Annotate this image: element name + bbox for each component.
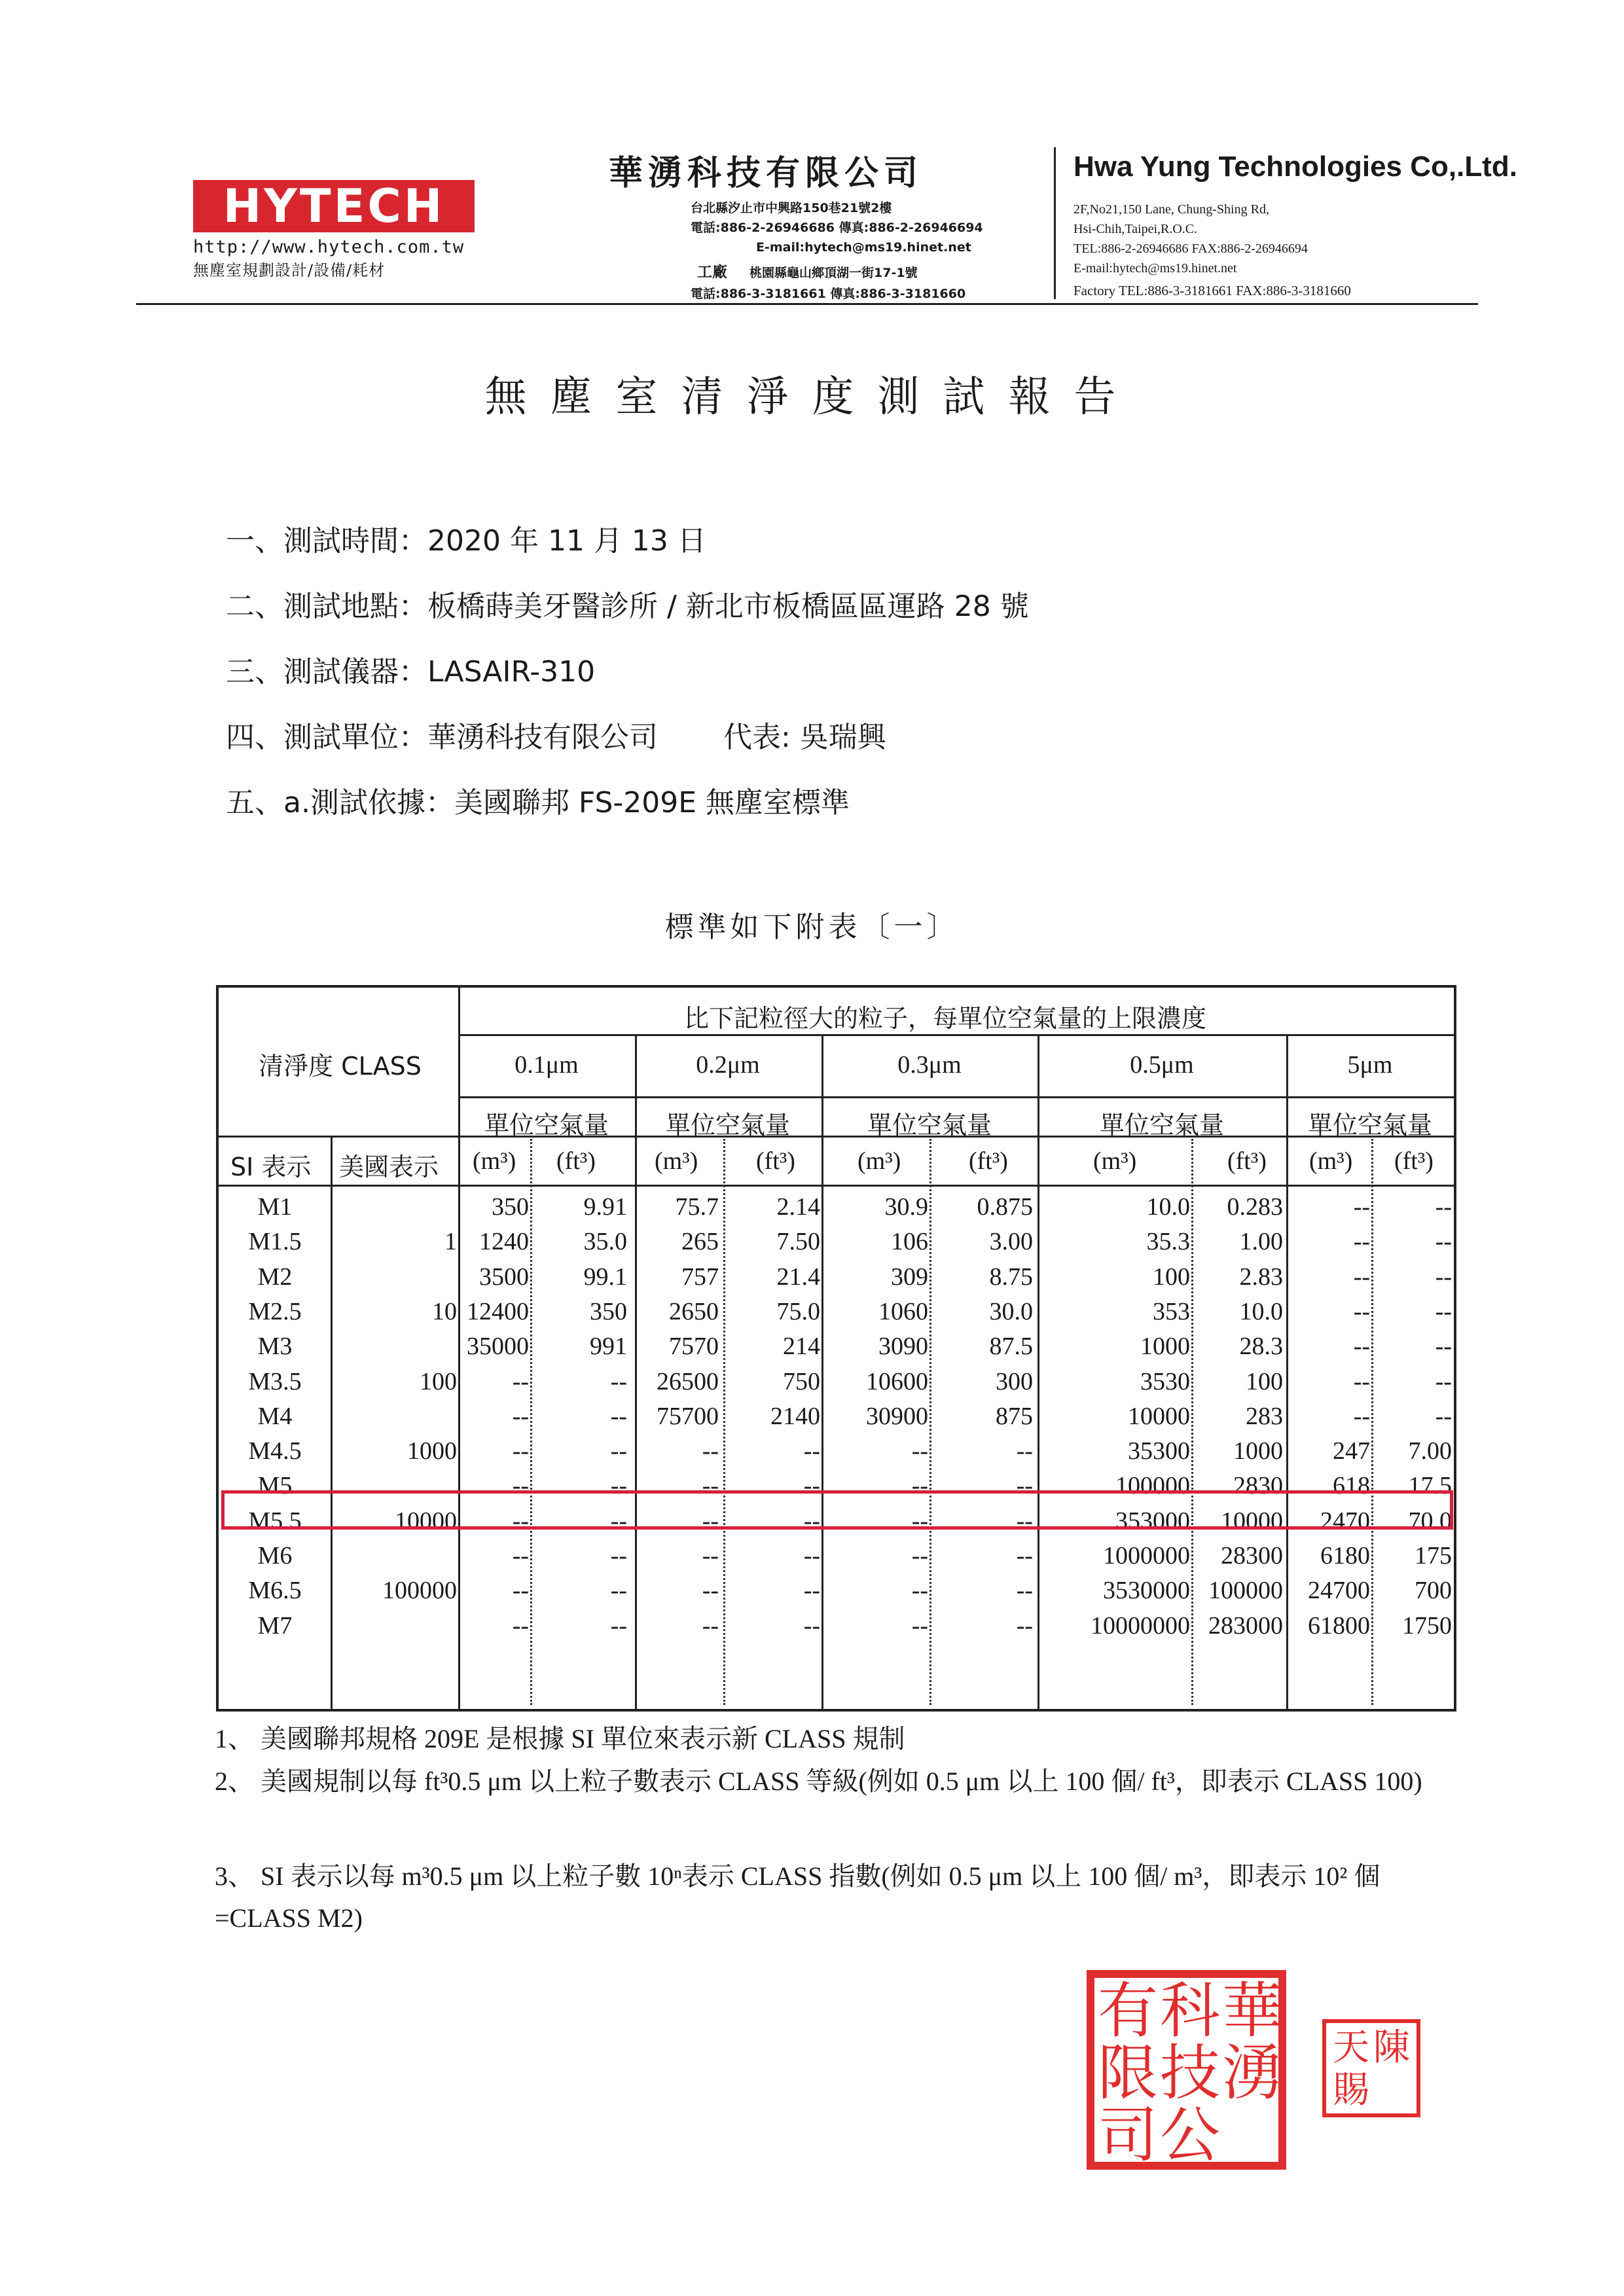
concentration-cell: --: [1435, 1297, 1452, 1325]
concentration-cell: --: [1016, 1577, 1033, 1605]
concentration-cell: 35300: [1128, 1437, 1190, 1465]
si-class-cell: M3.5: [248, 1367, 302, 1395]
si-class-cell: M3: [257, 1333, 293, 1361]
si-class-cell: M7: [257, 1611, 293, 1640]
concentration-cell: 30.0: [989, 1297, 1033, 1325]
unit-air-volume-header: 單位空氣量: [1099, 1111, 1224, 1139]
factory-phone: 電話:886-3-3181661 傳真:886-3-3181660: [691, 287, 966, 301]
concentration-cell: 247: [1333, 1437, 1370, 1465]
si-class-cell: M1.5: [248, 1228, 302, 1256]
table-vline: [1038, 1034, 1039, 1712]
particle-size-header: 0.1μm: [514, 1051, 579, 1079]
si-class-cell: M6: [257, 1542, 293, 1570]
concentration-cell: 309: [891, 1263, 928, 1291]
particle-size-header: 0.2μm: [696, 1051, 760, 1079]
concentration-cell: --: [512, 1577, 529, 1605]
concentration-cell: 750: [783, 1367, 820, 1395]
concentration-cell: --: [610, 1437, 627, 1465]
concentration-cell: --: [1353, 1402, 1370, 1430]
company-tagline: 無塵室規劃設計/設備/耗材: [193, 261, 386, 279]
factory-label: 工廠: [697, 264, 727, 281]
concentration-cell: 300: [996, 1367, 1033, 1395]
concentration-cell: --: [1353, 1193, 1370, 1221]
unit-ft3-header: (ft³): [1394, 1147, 1434, 1175]
concentration-cell: 2.14: [776, 1193, 820, 1221]
concentration-cell: --: [702, 1507, 719, 1535]
unit-ft3-header: (ft³): [756, 1147, 795, 1175]
concentration-cell: 214: [783, 1333, 820, 1361]
concentration-cell: 26500: [657, 1367, 719, 1395]
concentration-cell: --: [803, 1472, 820, 1500]
concentration-cell: 0.875: [977, 1193, 1033, 1221]
unit-m3-header: (m³): [655, 1147, 698, 1175]
concentration-cell: 0.283: [1227, 1193, 1283, 1221]
us-class-cell: 100000: [382, 1577, 457, 1605]
class-header: 清淨度 CLASS: [259, 1052, 422, 1081]
concentration-cell: 30.9: [884, 1193, 928, 1221]
particle-size-header: 0.5μm: [1130, 1051, 1194, 1079]
concentration-cell: 28300: [1221, 1542, 1283, 1570]
concentration-cell: 106: [891, 1228, 928, 1256]
concentration-cell: 1750: [1402, 1611, 1452, 1640]
field-test-location: 二、測試地點：板橋蒔美牙醫診所 / 新北市板橋區區運路 28 號: [226, 590, 1029, 623]
si-class-cell: M2: [257, 1263, 293, 1291]
header-divider: [1054, 147, 1056, 299]
concentration-cell: 8.75: [989, 1263, 1033, 1291]
unit-m3-header: (m³): [857, 1147, 901, 1175]
concentration-cell: 7.00: [1408, 1437, 1452, 1465]
company-url: http://www.hytech.com.tw: [193, 237, 465, 257]
field-test-instrument: 三、測試儀器：LASAIR-310: [226, 655, 596, 689]
concentration-cell: --: [702, 1611, 719, 1640]
concentration-cell: 100000: [1115, 1472, 1190, 1500]
concentration-cell: 757: [681, 1263, 719, 1291]
concentration-cell: 10000: [1128, 1402, 1190, 1430]
concentration-cell: --: [1435, 1228, 1452, 1256]
concentration-cell: 700: [1415, 1577, 1452, 1605]
field-test-basis: 五、a.測試依據：美國聯邦 FS-209E 無塵室標準: [226, 786, 850, 819]
concentration-cell: 2470: [1320, 1507, 1370, 1535]
concentration-cell: --: [512, 1472, 529, 1500]
concentration-cell: 21.4: [776, 1263, 820, 1291]
concentration-cell: 1240: [479, 1228, 529, 1256]
concentration-cell: 2.83: [1239, 1263, 1283, 1291]
concentration-cell: 75.0: [776, 1297, 820, 1325]
si-label-header: SI 表示: [230, 1153, 312, 1181]
si-class-cell: M4: [257, 1402, 293, 1430]
company-address-en: [1074, 200, 1308, 278]
concentration-cell: --: [512, 1367, 529, 1395]
concentration-cell: --: [610, 1367, 627, 1395]
particle-size-header: 5μm: [1347, 1051, 1393, 1079]
phone-line: 電話:886-2-26946686 傳真:886-2-26946694: [691, 221, 983, 235]
si-class-cell: M4.5: [248, 1437, 302, 1465]
concentration-cell: 283000: [1208, 1611, 1283, 1640]
representative: 代表: 吳瑞興: [723, 721, 886, 754]
particle-size-header: 0.3μm: [897, 1051, 962, 1079]
concentration-cell: 75700: [657, 1402, 719, 1430]
concentration-cell: 10000: [1221, 1507, 1283, 1535]
concentration-cell: 35000: [467, 1333, 529, 1361]
concentration-cell: 7570: [669, 1333, 719, 1361]
company-name-en: Hwa Yung Technologies Co,.Ltd.: [1074, 151, 1517, 183]
unit-air-volume-header: 單位空氣量: [867, 1111, 992, 1139]
concentration-cell: 353: [1153, 1297, 1190, 1325]
concentration-cell: 618: [1333, 1472, 1370, 1500]
concentration-cell: 3.00: [989, 1228, 1033, 1256]
concentration-cell: --: [702, 1437, 719, 1465]
concentration-cell: 265: [681, 1228, 719, 1256]
highlighted-row-frame: [221, 1490, 1453, 1530]
concentration-cell: --: [512, 1611, 529, 1640]
concentration-cell: --: [1435, 1263, 1452, 1291]
factory-address: 桃園縣龜山鄉頂湖一街17-1號: [749, 266, 918, 280]
table-hline: [219, 1185, 1454, 1187]
address-en-line-2: Hsi-Chih,Taipei,R.O.C.: [1074, 222, 1198, 236]
upper-limit-header: 比下記粒徑大的粒子，每單位空氣量的上限濃度: [684, 1004, 1207, 1033]
concentration-cell: --: [512, 1542, 529, 1570]
concentration-cell: 28.3: [1239, 1333, 1283, 1361]
concentration-cell: --: [1353, 1297, 1370, 1325]
concentration-cell: 61800: [1308, 1611, 1370, 1640]
table-hline: [219, 1136, 1454, 1138]
concentration-cell: 10000000: [1091, 1611, 1190, 1640]
concentration-cell: --: [911, 1437, 928, 1465]
concentration-cell: 1000: [1140, 1333, 1190, 1361]
concentration-cell: --: [702, 1542, 719, 1570]
personal-seal: 陳 天 賜: [1322, 2019, 1420, 2117]
concentration-cell: 87.5: [989, 1333, 1033, 1361]
unit-m3-header: (m³): [1093, 1147, 1137, 1175]
unit-air-volume-header: 單位空氣量: [484, 1111, 609, 1139]
concentration-cell: --: [1353, 1333, 1370, 1361]
factory-info-zh: [691, 262, 1047, 304]
phone-en-line: TEL:886-2-26946686 FAX:886-2-26946694: [1074, 242, 1308, 256]
report-title: 無塵室清淨度測試報告: [484, 373, 1140, 422]
concentration-cell: 3530: [1140, 1367, 1190, 1395]
concentration-cell: --: [512, 1507, 529, 1535]
us-class-cell: 10000: [395, 1507, 457, 1535]
us-class-cell: 100: [420, 1367, 457, 1395]
concentration-cell: --: [803, 1611, 820, 1640]
si-class-cell: M5: [257, 1472, 293, 1500]
concentration-cell: 1000: [1233, 1437, 1283, 1465]
concentration-cell: 1000000: [1103, 1542, 1190, 1570]
concentration-cell: 30900: [866, 1402, 928, 1430]
field-test-time: 一、測試時間：2020 年 11 月 13 日: [226, 524, 706, 558]
table-vline: [331, 1136, 333, 1712]
si-class-cell: M2.5: [248, 1297, 302, 1325]
concentration-cell: --: [610, 1472, 627, 1500]
concentration-cell: 75.7: [675, 1193, 719, 1221]
concentration-cell: --: [1435, 1193, 1452, 1221]
concentration-cell: --: [610, 1611, 627, 1640]
concentration-cell: 70.0: [1408, 1507, 1452, 1535]
concentration-cell: 35.3: [1146, 1228, 1190, 1256]
table-hline: [458, 1034, 1454, 1036]
si-class-cell: M6.5: [248, 1577, 302, 1605]
field-test-unit: [226, 713, 886, 755]
unit-ft3-header: (ft³): [969, 1147, 1008, 1175]
concentration-cell: --: [911, 1611, 928, 1640]
concentration-cell: 12400: [467, 1297, 529, 1325]
concentration-cell: --: [610, 1542, 627, 1570]
cleanliness-standard-table: [216, 985, 1456, 1712]
concentration-cell: --: [1353, 1263, 1370, 1291]
us-class-cell: 1000: [407, 1437, 457, 1465]
concentration-cell: --: [1016, 1507, 1033, 1535]
concentration-cell: 283: [1246, 1402, 1283, 1430]
concentration-cell: 353000: [1115, 1507, 1190, 1535]
table-hline: [458, 1096, 1454, 1098]
concentration-cell: --: [803, 1437, 820, 1465]
concentration-cell: --: [1353, 1228, 1370, 1256]
concentration-cell: 24700: [1308, 1577, 1370, 1605]
header-rule: [136, 303, 1478, 305]
concentration-cell: 9.91: [583, 1193, 627, 1221]
us-class-cell: 10: [432, 1297, 457, 1325]
concentration-cell: --: [1016, 1472, 1033, 1500]
concentration-cell: 10.0: [1239, 1297, 1283, 1325]
company-seal: 華 湧 科 技 有 限 公 司: [1087, 1970, 1286, 2170]
concentration-cell: 2650: [669, 1297, 719, 1325]
concentration-cell: --: [512, 1437, 529, 1465]
concentration-cell: 10.0: [1146, 1193, 1190, 1221]
unit-ft3-header: (ft³): [556, 1147, 596, 1175]
concentration-cell: --: [1435, 1402, 1452, 1430]
address-en-line-1: 2F,No21,150 Lane, Chung-Shing Rd,: [1074, 202, 1269, 217]
concentration-cell: 175: [1415, 1542, 1452, 1570]
concentration-cell: 7.50: [776, 1228, 820, 1256]
table-caption: 標準如下附表〔一〕: [664, 910, 960, 944]
si-class-cell: M5.5: [248, 1507, 302, 1535]
unit-air-volume-header: 單位空氣量: [665, 1111, 790, 1139]
concentration-cell: 3530000: [1103, 1577, 1190, 1605]
email-line: E-mail:hytech@ms19.hinet.net: [756, 240, 971, 255]
concentration-cell: 17.5: [1408, 1472, 1452, 1500]
us-label-header: 美國表示: [339, 1153, 439, 1181]
concentration-cell: --: [512, 1402, 529, 1430]
concentration-cell: 100: [1246, 1367, 1283, 1395]
company-address-zh: [691, 198, 1034, 257]
company-logo: HYTECH: [193, 180, 475, 232]
concentration-cell: 1060: [878, 1297, 928, 1325]
concentration-cell: 100: [1153, 1263, 1190, 1291]
company-name-zh: 華湧科技有限公司: [609, 154, 924, 193]
concentration-cell: --: [1016, 1437, 1033, 1465]
concentration-cell: 3090: [878, 1333, 928, 1361]
concentration-cell: --: [911, 1472, 928, 1500]
concentration-cell: 35.0: [583, 1228, 627, 1256]
concentration-cell: 350: [492, 1193, 529, 1221]
us-class-cell: 1: [444, 1228, 457, 1256]
concentration-cell: --: [803, 1507, 820, 1535]
email-en-line: E-mail:hytech@ms19.hinet.net: [1074, 261, 1237, 276]
concentration-cell: 350: [590, 1297, 627, 1325]
concentration-cell: --: [702, 1472, 719, 1500]
concentration-cell: 2140: [770, 1402, 820, 1430]
concentration-cell: --: [1435, 1367, 1452, 1395]
unit-m3-header: (m³): [1309, 1147, 1353, 1175]
si-class-cell: M1: [257, 1193, 293, 1221]
concentration-cell: --: [911, 1542, 928, 1570]
concentration-cell: 6180: [1320, 1542, 1370, 1570]
concentration-cell: --: [1016, 1611, 1033, 1640]
concentration-cell: --: [610, 1577, 627, 1605]
concentration-cell: --: [803, 1542, 820, 1570]
concentration-cell: --: [1016, 1542, 1033, 1570]
address-line: 台北縣汐止市中興路150巷21號2樓: [691, 201, 892, 215]
concentration-cell: 3500: [479, 1263, 529, 1291]
concentration-cell: 100000: [1208, 1577, 1283, 1605]
note-2: 2、 美國規制以每 ft³0.5 μm 以上粒子數表示 CLASS 等級(例如 0.5 μm 以上 100 個/ ft³，即表示 CLASS 100): [215, 1767, 1422, 1796]
concentration-cell: --: [911, 1507, 928, 1535]
concentration-cell: --: [911, 1577, 928, 1605]
factory-en-line: Factory TEL:886-3-3181661 FAX:886-3-3181660: [1074, 283, 1351, 298]
concentration-cell: 991: [590, 1333, 627, 1361]
concentration-cell: 10600: [866, 1367, 928, 1395]
concentration-cell: 2830: [1233, 1472, 1283, 1500]
unit-air-volume-header: 單位空氣量: [1307, 1111, 1432, 1139]
concentration-cell: --: [610, 1402, 627, 1430]
unit-ft3-header: (ft³): [1227, 1147, 1267, 1175]
concentration-cell: 99.1: [583, 1263, 627, 1291]
note-1: 1、 美國聯邦規格 209E 是根據 SI 單位來表示新 CLASS 規制: [215, 1724, 905, 1753]
concentration-cell: --: [1435, 1333, 1452, 1361]
concentration-cell: 875: [996, 1402, 1033, 1430]
concentration-cell: --: [1353, 1367, 1370, 1395]
concentration-cell: --: [610, 1507, 627, 1535]
concentration-cell: 1.00: [1239, 1228, 1283, 1256]
test-unit-text: 四、測試單位：華湧科技有限公司: [226, 721, 658, 754]
concentration-cell: --: [803, 1577, 820, 1605]
concentration-cell: --: [702, 1577, 719, 1605]
unit-m3-header: (m³): [473, 1147, 516, 1175]
note-3: 3、 SI 表示以每 m³0.5 μm 以上粒子數 10ⁿ表示 CLASS 指數(例如 0.5 μm 以上 100 個/ m³，即表示 10² 個=CLASS M2): [215, 1861, 1380, 1933]
